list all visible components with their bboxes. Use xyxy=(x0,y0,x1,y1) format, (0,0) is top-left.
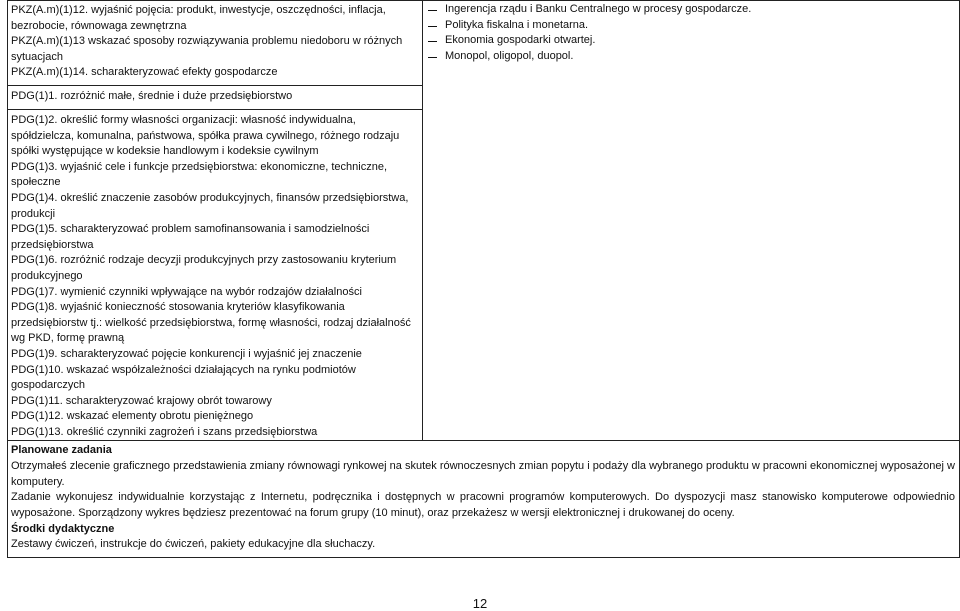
planned-tasks-paragraph-2: Zadanie wykonujesz indywidualnie korzystając z Internetu, podręcznika i dostępnych w pracowni programów komputerowych. Do dyspozycji masz stanowisko komputerowe odpowiednio wyposażone. Sporządzony wykres będziesz prezentować na forum grupy (10 minut), oraz przekażesz w wersji elektronicznej i drukowanej do oceny. xyxy=(11,491,955,520)
content-topic-text: Ingerencja rządu i Banku Centralnego w procesy gospodarcze. xyxy=(445,3,752,15)
outcome-pdg-1: PDG(1)1. rozróżnić małe, średnie i duże przedsiębiorstwo xyxy=(11,90,293,102)
curriculum-table xyxy=(7,0,960,558)
list-item xyxy=(428,18,955,34)
dash-bullet-icon xyxy=(428,41,437,42)
teaching-resources-text: Zestawy ćwiczeń, instrukcje do ćwiczeń, pakiety edukacyjne dla słuchaczy. xyxy=(11,538,376,551)
dash-bullet-icon xyxy=(428,26,437,27)
dash-bullet-icon xyxy=(428,10,437,11)
outcome-pkz-13: PKZ(A.m)(1)13 wskazać sposoby rozwiązywania problemu niedoboru w różnych sytuacjach xyxy=(11,35,403,63)
table-row-pkz xyxy=(8,1,960,86)
list-item xyxy=(428,33,955,49)
dash-bullet-icon xyxy=(428,57,437,58)
outcome-pkz-14: PKZ(A.m)(1)14. scharakteryzować efekty gospodarcze xyxy=(11,66,278,79)
content-topic-text: Polityka fiskalna i monetarna. xyxy=(445,18,589,31)
content-topic-text: Monopol, oligopol, duopol. xyxy=(445,49,574,62)
learning-outcomes-pdg-cell xyxy=(8,110,423,441)
outcome-pdg-4: PDG(1)4. określić znaczenie zasobów produkcyjnych, finansów przedsiębiorstwa, produkcji xyxy=(11,191,409,220)
outcome-pdg-10: PDG(1)10. wskazać współzależności działających na rynku podmiotów gospodarczych xyxy=(11,363,356,392)
outcome-pdg-12: PDG(1)12. wskazać elementy obrotu pieniężnego xyxy=(11,410,254,423)
teaching-resources-heading: Środki dydaktyczne xyxy=(11,522,115,535)
outcome-pdg-13: PDG(1)13. określić czynniki zagrożeń i szans przedsiębiorstwa xyxy=(11,425,318,438)
outcome-pdg-7: PDG(1)7. wymienić czynniki wpływające na wybór rodzajów działalności xyxy=(11,285,362,298)
outcome-pdg-3: PDG(1)3. wyjaśnić cele i funkcje przedsiębiorstwa: ekonomiczne, techniczne, społeczne xyxy=(11,160,387,189)
table-row-planning xyxy=(8,441,960,558)
outcome-pdg-2: PDG(1)2. określić formy własności organizacji: własność indywidualna, spółdzielcza, komunalna, państwowa, spółka prawa cywilnego, różnego rodzaju spółki występujące w kodeksie handlowym i kodeksie cywilnym xyxy=(11,114,400,158)
learning-outcomes-pkz-cell xyxy=(8,1,423,86)
page-number: 12 xyxy=(472,596,488,611)
content-topics-cell xyxy=(423,1,960,441)
planning-cell xyxy=(8,441,960,558)
outcome-pdg-6: PDG(1)6. rozróżnić rodzaje decyzji produkcyjnych przy zastosowaniu kryterium produkcyjnego xyxy=(11,254,397,282)
list-item xyxy=(428,49,955,65)
planned-tasks-paragraph-1: Otrzymałeś zlecenie graficznego przedstawienia zmiany równowagi rynkowej na skutek równoczesnych zmian popytu i podaży dla wybranego produktu w pracowni ekonomicznej wyposażonej w komputery. xyxy=(11,460,955,488)
outcome-pkz-12: PKZ(A.m)(1)12. wyjaśnić pojęcia: produkt, inwestycje, oszczędności, inflacja, bezrobocie, równowaga zewnętrzna xyxy=(11,4,386,32)
content-topics-list xyxy=(423,1,959,64)
outcome-pdg-11: PDG(1)11. scharakteryzować krajowy obrót towarowy xyxy=(11,394,272,407)
content-topic-text: Ekonomia gospodarki otwartej. xyxy=(445,34,596,47)
outcome-pdg-5: PDG(1)5. scharakteryzować problem samofinansowania i samodzielności przedsiębiorstwa xyxy=(11,223,370,251)
document-sheet xyxy=(7,0,959,558)
planned-tasks-heading: Planowane zadania xyxy=(11,444,112,457)
list-item xyxy=(428,2,955,18)
learning-outcome-pdg1-cell xyxy=(8,86,423,110)
outcome-pdg-8: PDG(1)8. wyjaśnić konieczność stosowania kryteriów klasyfikowania przedsiębiorstw tj.: wielkość przedsiębiorstwa, formę własności, rodzaj działalność wg PKD, formę prawną xyxy=(11,301,411,345)
outcome-pdg-9: PDG(1)9. scharakteryzować pojęcie konkurencji i wyjaśnić jej znaczenie xyxy=(11,347,362,360)
